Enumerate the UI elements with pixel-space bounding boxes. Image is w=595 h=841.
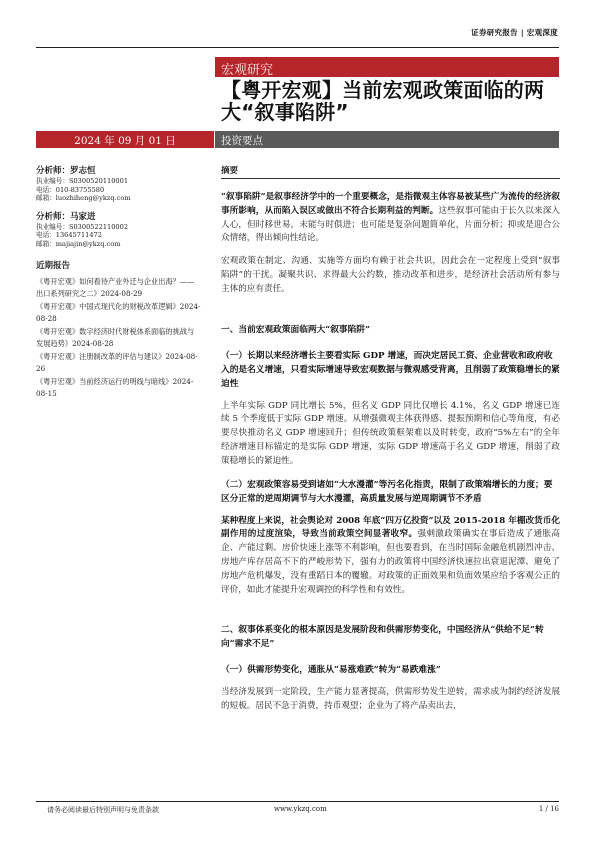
paragraph: 宏观政策在制定、沟通、实施等方面均有赖于社会共识，因此会在一定程度上受到“叙事陷阱”的干扰。凝聚共识、求得最大公约数，推动改革和进步，是经济社会活动所有参与主体的应有责任。 bbox=[221, 256, 560, 294]
analyst-email[interactable]: 邮箱：majiajin@ykzq.com bbox=[36, 239, 121, 248]
intro-text: 这些叙事可能由于长久以来深入人心，但时移世易，未能与时俱进；也可能是复杂问题简单化，片面分析；抑或是迎合公众情绪，得出倾向性结论。 bbox=[221, 205, 560, 244]
header-rule bbox=[36, 47, 559, 48]
summary-heading: 摘要 bbox=[221, 166, 239, 176]
report-type-tag: 证券研究报告 | 宏观深度 bbox=[471, 28, 558, 37]
analyst-cert: 执业编号：S0300522110002 bbox=[36, 222, 129, 231]
paragraph-text: 强刺激政策确实在事后造成了通胀高企、产能过剩、房价快速上涨等不利影响，但也要看到，在当时国际金融危机剧烈冲击、房地产库存居高不下的严峻形势下，强有力的政策将中国经济快速拉出衰退泥潭、避免了房地产危机爆发，没有重蹈日本的覆辙。对政策的正面效果和负面效果应给予客观公正的评价，如此才能提升宏观调控的科学性和有效性。 bbox=[221, 529, 560, 595]
analyst-phone: 电话：010-83755580 bbox=[36, 185, 105, 194]
paragraph bbox=[221, 515, 560, 598]
paragraph: 当经济发展到一定阶段，生产能力显著提高，供需形势发生逆转，需求成为制约经济发展的短板。居民不急于消费，持币观望；企业为了将产品卖出去， bbox=[221, 687, 560, 712]
footer-website[interactable]: www.ykzq.com bbox=[274, 805, 327, 813]
subsection-heading: （一）长期以来经济增长主要看实际 GDP 增速，而决定居民工资、企业营收和政府收入的是名义增速，只看实际增速导致宏观数据与微观感受背离，且削弱了政策稳增长的紧迫性 bbox=[221, 350, 560, 389]
analyst-email[interactable]: 邮箱：luozhiheng@ykzq.com bbox=[36, 194, 131, 203]
recent-report-link[interactable]: 《粤开宏观》注册制改革的评估与建议》2024-08-26 bbox=[36, 351, 198, 374]
section-band bbox=[215, 131, 559, 148]
analyst-name: 分析师：罗志恒 bbox=[36, 166, 96, 176]
recent-report-link[interactable]: 《粤开宏观》数字经济时代财税体系面临的挑战与发展趋势》2024-08-28 bbox=[36, 326, 195, 349]
recent-reports-title: 近期报告 bbox=[36, 260, 71, 271]
summary-rule bbox=[221, 178, 560, 179]
intro-paragraph bbox=[221, 191, 560, 246]
subsection-heading: （一）供需形势变化，通胀从“易涨难跌”转为“易跌难涨” bbox=[221, 665, 441, 676]
main-content bbox=[221, 165, 560, 714]
paragraph-bold-text: 某种程度上来说，社会舆论对 2008 年底“四万亿投资”以及 2015-2018 年棚改货币化副作用的过度渲染，导致当前政策空间显著收窄。 bbox=[221, 515, 560, 540]
sidebar bbox=[36, 166, 201, 401]
report-date: 2024 年 09 月 01 日 bbox=[74, 135, 176, 147]
page-number: 1 / 16 bbox=[538, 805, 559, 813]
section-label: 投资要点 bbox=[221, 135, 263, 147]
analyst-phone: 电话：13645711472 bbox=[36, 231, 102, 240]
recent-report-link[interactable]: 《粤开宏观》如何看待产业外迁与企业出海？——出口系列研究之二》2024-08-29 bbox=[36, 276, 195, 299]
recent-report-link[interactable]: 《粤开宏观》中国式现代化的财税改革逻辑》2024-08-28 bbox=[36, 301, 201, 324]
footer-rule bbox=[36, 801, 559, 802]
paragraph: 上半年实际 GDP 同比增长 5%，但名义 GDP 同比仅增长 4.1%，名义 GDP 增速已连续 5 个季度低于实际 GDP 增速。从增强微观主体获得感、提振预期和信心等角度，有必要尽快推动名义 GDP 增速回升；但传统政策框架难以及时转变，政府“5%左右”的全年经济增速目标锚定的是实际 GDP 增速，实际 GDP 增速高于名义 GDP 增速，削弱了政策稳增长的紧迫性。 bbox=[221, 400, 560, 466]
subsection-heading: （二）宏观政策容易受到诸如“大水漫灌”等污名化指责，限制了政策端增长的力度；要区分正常的逆周期调节与大水漫灌，高质量发展与逆周期调节不矛盾 bbox=[221, 479, 553, 504]
section-heading: 二、叙事体系变化的根本原因是发展阶段和供需形势变化，中国经济从“供给不足”转向“需求不足” bbox=[221, 625, 544, 650]
recent-report-link[interactable]: 《粤开宏观》当前经济运行的明线与暗线》2024-08-15 bbox=[36, 376, 194, 399]
report-title: 【粤开宏观】当前宏观政策面临的两大“叙事陷阱” bbox=[221, 78, 545, 124]
analyst-block bbox=[36, 166, 201, 203]
category-label: 宏观研究 bbox=[221, 63, 274, 78]
section-heading: 一、当前宏观政策面临两大“叙事陷阱” bbox=[221, 324, 370, 335]
intro-bold-text: “叙事陷阱”是叙事经济学中的一个重要概念，是指微观主体容易被某些广为流传的经济叙事所影响，从而陷入误区或做出不符合长期利益的判断。 bbox=[221, 192, 560, 216]
analyst-cert: 执业编号：S0300520110001 bbox=[36, 177, 129, 185]
footer-disclaimer: 请务必阅读最后特别声明与免责条款 bbox=[47, 806, 159, 814]
analyst-name: 分析师：马家进 bbox=[36, 211, 96, 222]
analyst-block bbox=[36, 212, 201, 249]
